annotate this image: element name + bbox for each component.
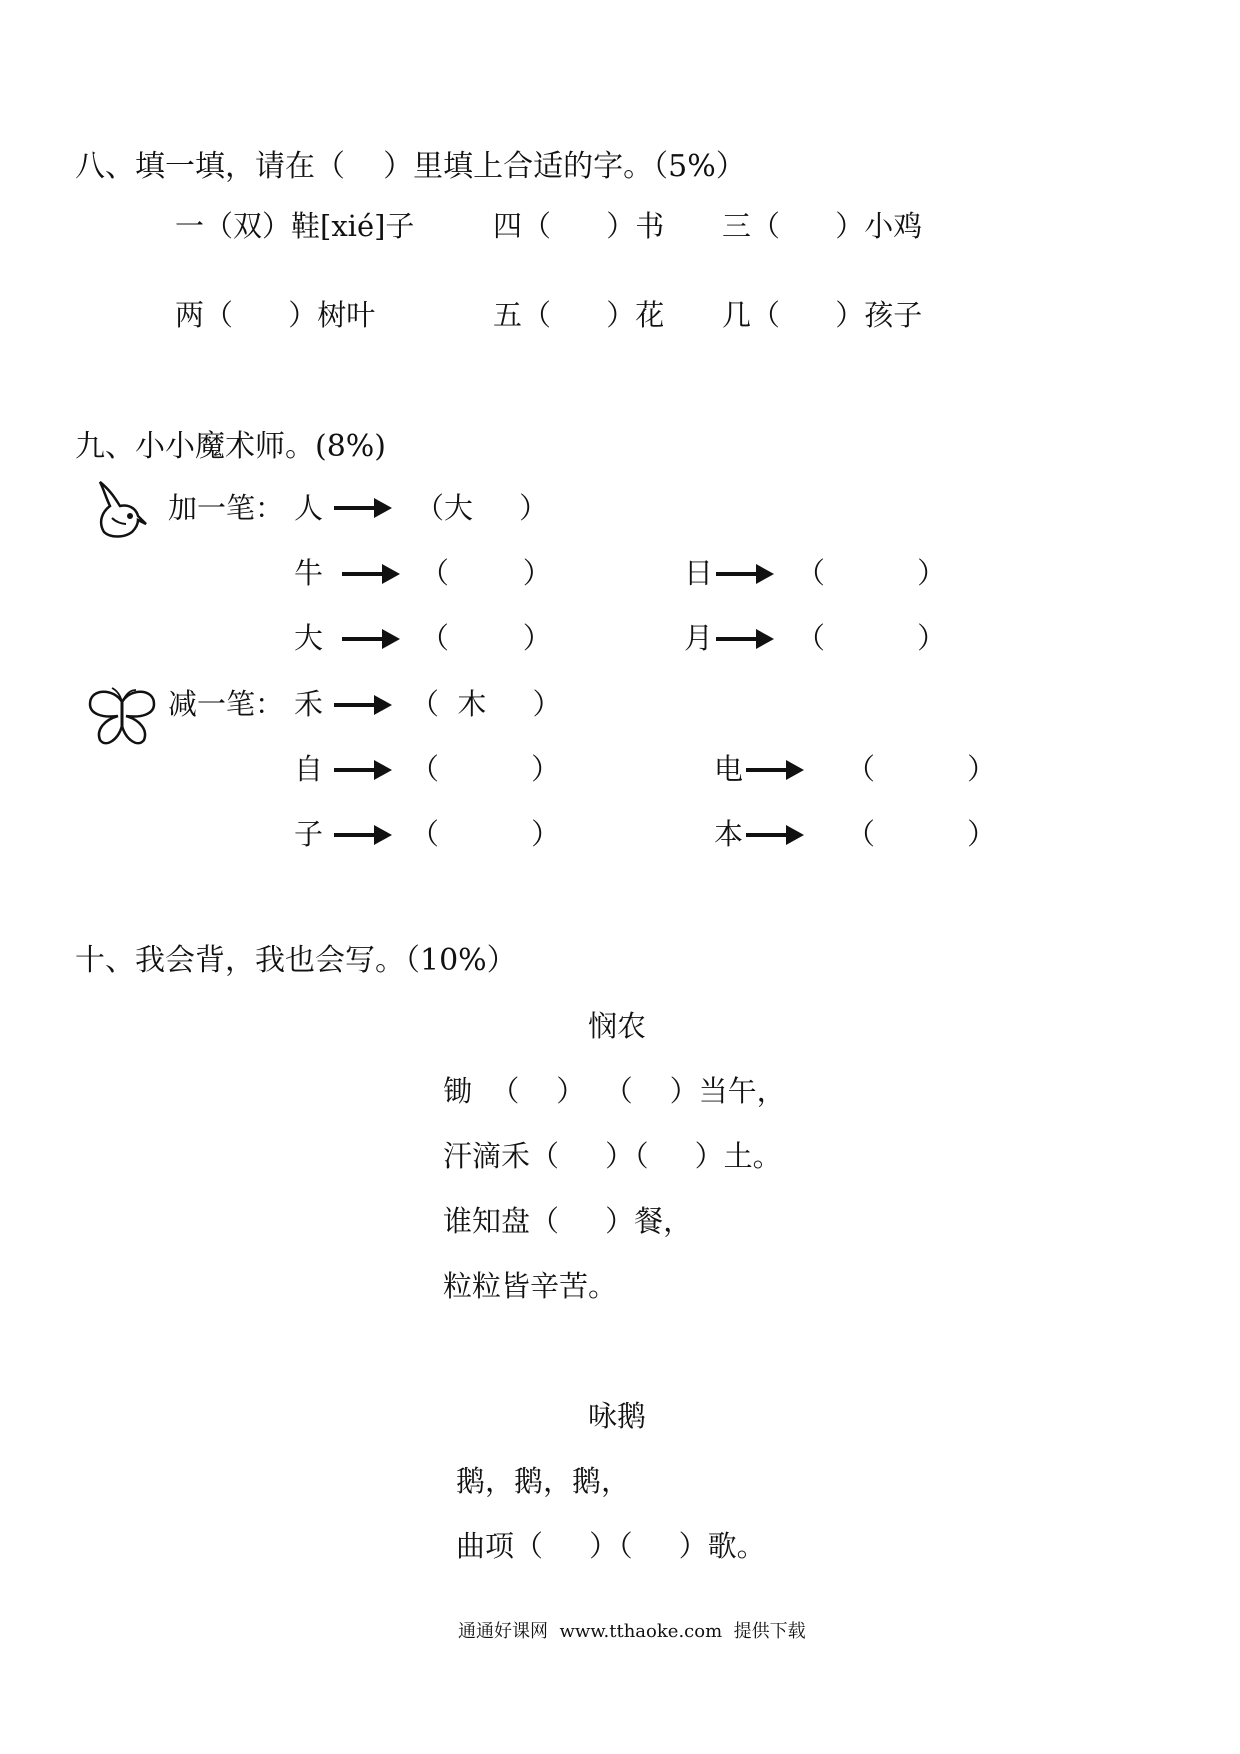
remove-char: 禾 [294, 687, 324, 721]
remove-char: 子 [294, 817, 324, 851]
section8-title: 八、填一填，请在（ ）里填上合适的字。（5%） [75, 149, 746, 184]
poem2-line: 鹅，鹅，鹅， [456, 1464, 631, 1498]
poem2-line: 曲项（ ）（ ）歌。 [456, 1529, 766, 1563]
add-char: 日 [684, 556, 714, 590]
arrow-icon [746, 760, 804, 780]
add-char: 人 [294, 491, 324, 525]
arrow-icon [334, 825, 392, 845]
add-char: 大 [294, 621, 324, 655]
arrow-icon [716, 564, 774, 584]
add-char: 月 [684, 621, 714, 655]
remove-char: 电 [714, 752, 744, 786]
remove-answer: （ ） [846, 817, 997, 851]
arrow-icon [334, 498, 392, 518]
arrow-icon [342, 629, 400, 649]
arrow-icon [746, 825, 804, 845]
poem1-line: 粒粒皆辛苦。 [443, 1269, 618, 1303]
section8-blank: 一（双）鞋[xié]子 [175, 209, 415, 243]
add-answer: （ ） [420, 556, 552, 590]
footer-credit: 通通好课网 www.tthaoke.com 提供下载 [458, 1621, 806, 1642]
butterfly-icon [84, 684, 160, 750]
section8-blank: 几（ ）孩子 [722, 298, 923, 332]
add-answer: （大 ） [415, 491, 549, 525]
remove-char: 本 [714, 817, 744, 851]
remove-answer: （ ） [846, 752, 997, 786]
arrow-icon [342, 564, 400, 584]
add-stroke-label: 加一笔： [168, 491, 285, 525]
remove-char: 自 [294, 752, 324, 786]
remove-answer: （ 木 ） [410, 687, 562, 721]
poem2-title: 咏鹅 [588, 1399, 647, 1433]
remove-answer: （ ） [410, 817, 561, 851]
poem1-line: 谁知盘（ ）餐， [443, 1204, 693, 1238]
section8-blank: 三（ ）小鸡 [722, 209, 923, 243]
bird-icon [92, 478, 152, 540]
add-answer: （ ） [796, 621, 947, 655]
poem1-line: 锄 （ ） （ ）当午， [443, 1074, 786, 1108]
section8-blank: 两（ ）树叶 [175, 298, 376, 332]
arrow-icon [334, 695, 392, 715]
poem1-line: 汗滴禾（ ）（ ）土。 [443, 1139, 782, 1173]
remove-stroke-label: 减一笔： [168, 687, 285, 721]
remove-answer: （ ） [410, 752, 561, 786]
section8-blank: 四（ ）书 [493, 209, 665, 243]
add-answer: （ ） [796, 556, 947, 590]
add-answer: （ ） [420, 621, 552, 655]
section8-blank: 五（ ）花 [493, 298, 665, 332]
arrow-icon [334, 760, 392, 780]
poem1-title: 悯农 [588, 1009, 647, 1043]
arrow-icon [716, 629, 774, 649]
section10-title: 十、我会背，我也会写。（10%） [75, 943, 517, 978]
section9-title: 九、小小魔术师。(8%) [75, 429, 387, 464]
add-char: 牛 [294, 556, 324, 590]
